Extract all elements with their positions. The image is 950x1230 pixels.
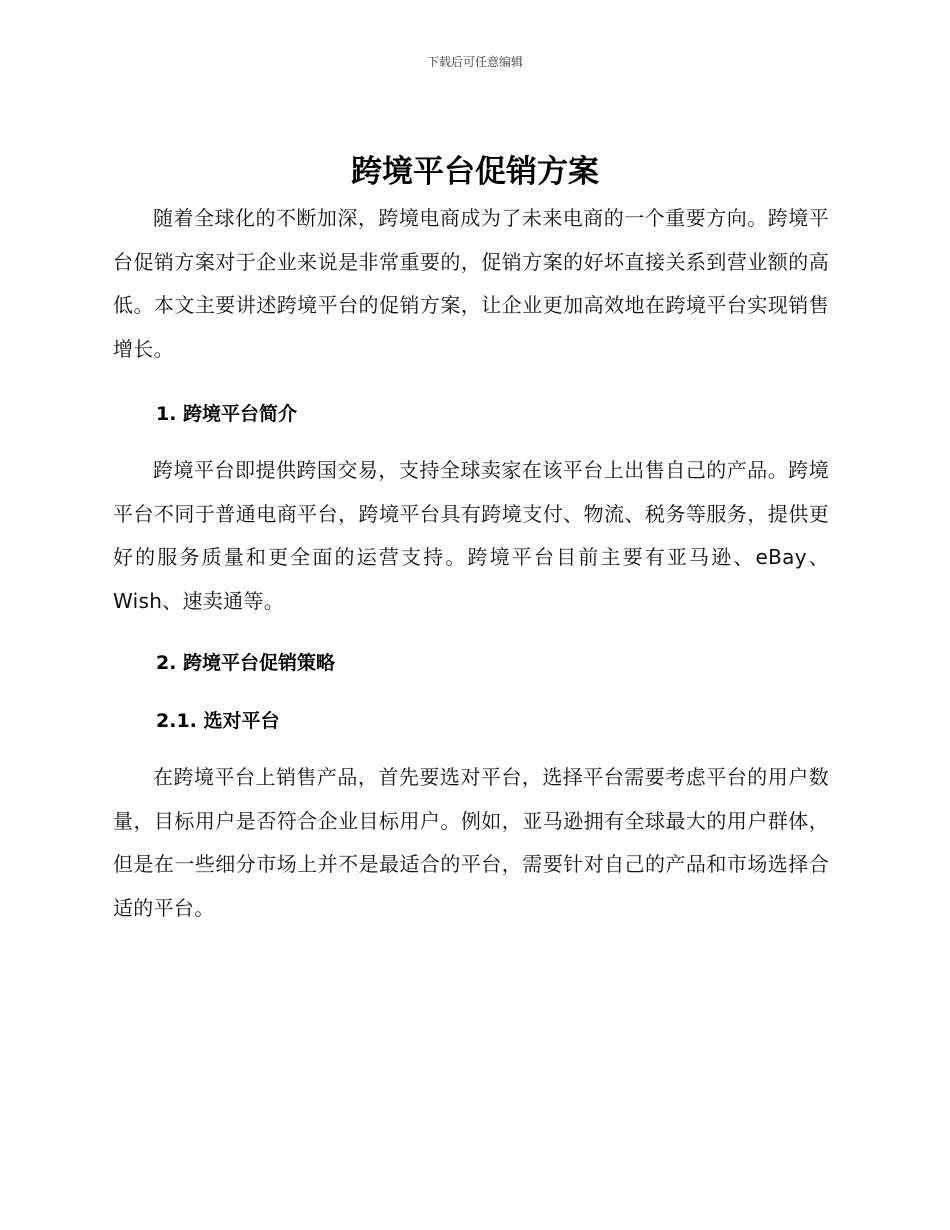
section-1-paragraph: 跨境平台即提供跨国交易，支持全球卖家在该平台上出售自己的产品。跨境平台不同于普通电商平台，跨境平台具有跨境支付、物流、税务等服务，提供更好的服务质量和更全面的运营支持。跨境平台目前主要有亚马逊、eBay、Wish、速卖通等。 [113,458,829,613]
document-title: 跨境平台促销方案 [351,154,599,190]
section-heading-1: 1. 跨境平台简介 [156,403,298,425]
section-heading-2-1: 2.1. 选对平台 [156,710,280,732]
page-header-note: 下载后可任意编辑 [426,55,523,69]
intro-paragraph: 随着全球化的不断加深，跨境电商成为了未来电商的一个重要方向。跨境平台促销方案对于企业来说是非常重要的，促销方案的好坏直接关系到营业额的高低。本文主要讲述跨境平台的促销方案，让企业更加高效地在跨境平台实现销售增长。 [113,206,829,361]
section-2-1-paragraph: 在跨境平台上销售产品，首先要选对平台，选择平台需要考虑平台的用户数量，目标用户是否符合企业目标用户。例如，亚马逊拥有全球最大的用户群体，但是在一些细分市场上并不是最适合的平台，需要针对自己的产品和市场选择合适的平台。 [113,765,829,920]
section-heading-2: 2. 跨境平台促销策略 [156,652,336,674]
